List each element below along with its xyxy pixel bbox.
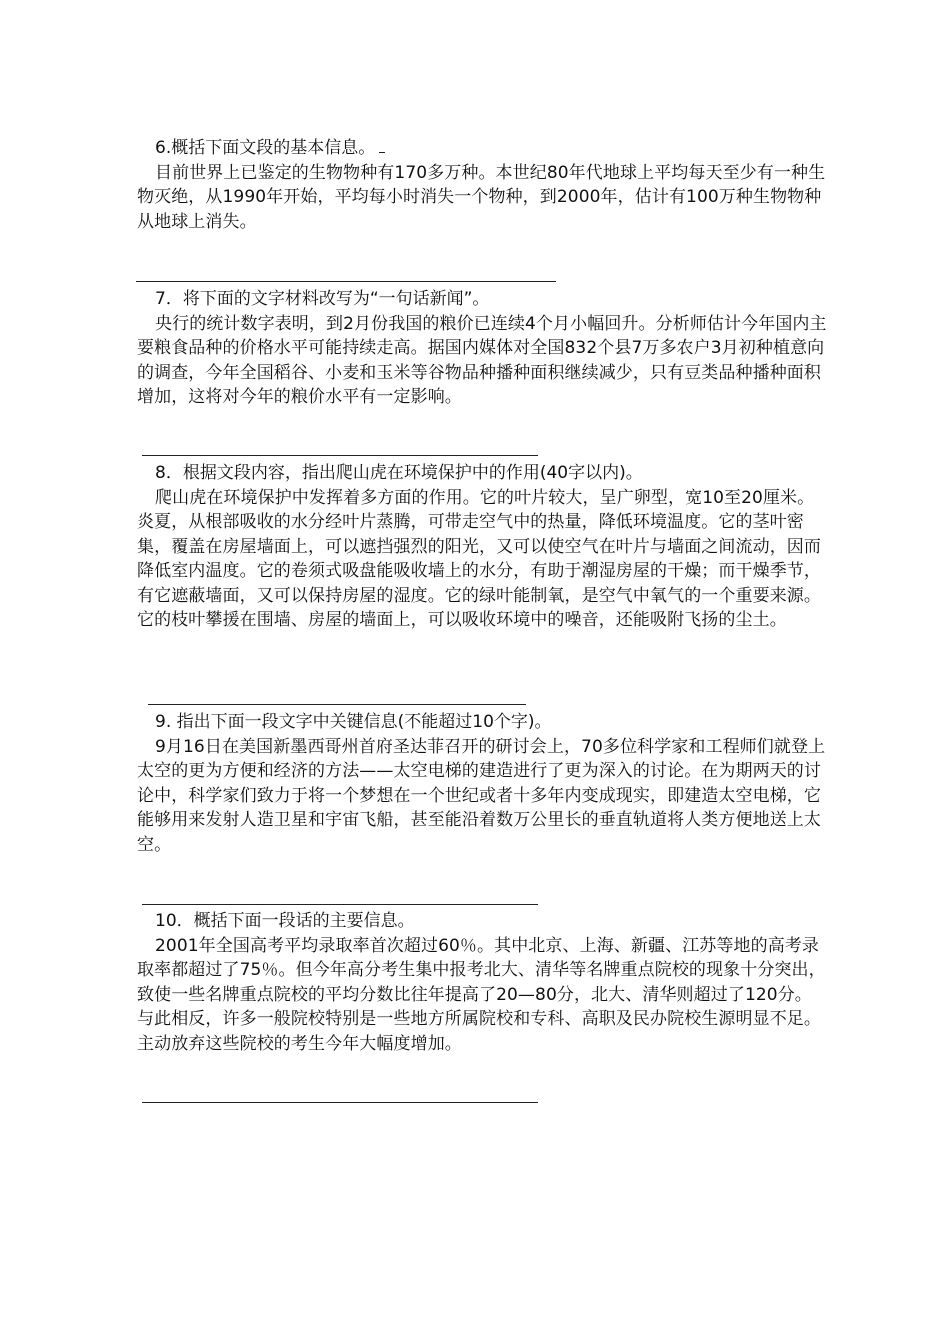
question-6-passage: 目前世界上已鉴定的生物物种有170多万种。本世纪80年代地球上平均每天至少有一种生物灭绝，从1990年开始，平均每小时消失一个物种，到2000年，估计有100万种生物物种从地球上消失。 [137, 162, 826, 232]
question-10-title: 10．概括下面一段话的主要信息。 [155, 911, 415, 931]
question-7-title: 7．将下面的文字材料改写为“一句话新闻”。 [155, 289, 490, 309]
question-9-passage: 9月16日在美国新墨西哥州首府圣达菲召开的研讨会上，70多位科学家和工程师们就登上太空的更为方便和经济的方法——太空电梯的建造进行了更为深入的讨论。在为期两天的讨论中，科学家们致力于将一个梦想在一个世纪或者十多年内变成现实，即建造太空电梯，它能够用来发射人造卫星和宇宙飞船，甚至能沿着数万公里长的垂直轨道将人类方便地送上太空。 [137, 736, 826, 855]
answer-line-9[interactable] [142, 904, 538, 905]
answer-line-6[interactable] [136, 281, 556, 282]
question-6 [137, 136, 827, 234]
answer-line-7[interactable] [142, 455, 538, 456]
question-8-passage: 爬山虎在环境保护中发挥着多方面的作用。它的叶片较大，呈广卵型，宽10至20厘米。炎夏，从根部吸收的水分经叶片蒸腾，可带走空气中的热量，降低环境温度。它的茎叶密集，覆盖在房屋墙面上，可以遮挡强烈的阳光，又可以使空气在叶片与墙面之间流动，因而降低室内温度。它的卷须式吸盘能吸收墙上的水分，有助于潮湿房屋的干燥；而干燥季节，有它遮蔽墙面，又可以保持房屋的湿度。它的绿叶能制氧，是空气中氧气的一个重要来源。它的枝叶攀援在围墙、房屋的墙面上，可以吸收环境中的噪音，还能吸附飞扬的尘土。 [137, 487, 821, 630]
question-9-title: 9. 指出下面一段文字中关键信息(不能超过10个字)。 [155, 712, 552, 732]
answer-line-10[interactable] [142, 1102, 538, 1103]
question-7 [137, 287, 827, 410]
question-9 [137, 710, 827, 857]
text-cursor-mark [379, 151, 385, 153]
question-8 [137, 461, 827, 633]
question-7-passage: 央行的统计数字表明，到2月份我国的粮价已连续4个月小幅回升。分析师估计今年国内主要粮食品种的价格水平可能持续走高。据国内媒体对全国832个县7万多农户3月初种植意向的调查，今年全国稻谷、小麦和玉米等谷物品种播种面积继续减少，只有豆类品种播种面积增加，这将对今年的粮价水平有一定影响。 [137, 313, 827, 407]
answer-line-8[interactable] [148, 704, 526, 705]
question-8-title: 8．根据文段内容，指出爬山虎在环境保护中的作用(40字以内)。 [155, 463, 643, 483]
question-10 [137, 909, 827, 1056]
question-10-passage: 2001年全国高考平均录取率首次超过60％。其中北京、上海、新疆、江苏等地的高考录取率都超过了75％。但今年高分考生集中报考北大、清华等名牌重点院校的现象十分突出，致使一些名牌重点院校的平均分数比往年提高了20—80分，北大、清华则超过了120分。与此相反，许多一般院校特别是一些地方所属院校和专科、高职及民办院校生源明显不足。主动放弃这些院校的考生今年大幅度增加。 [137, 935, 826, 1054]
question-6-title: 6.概括下面文段的基本信息。 [155, 138, 376, 158]
